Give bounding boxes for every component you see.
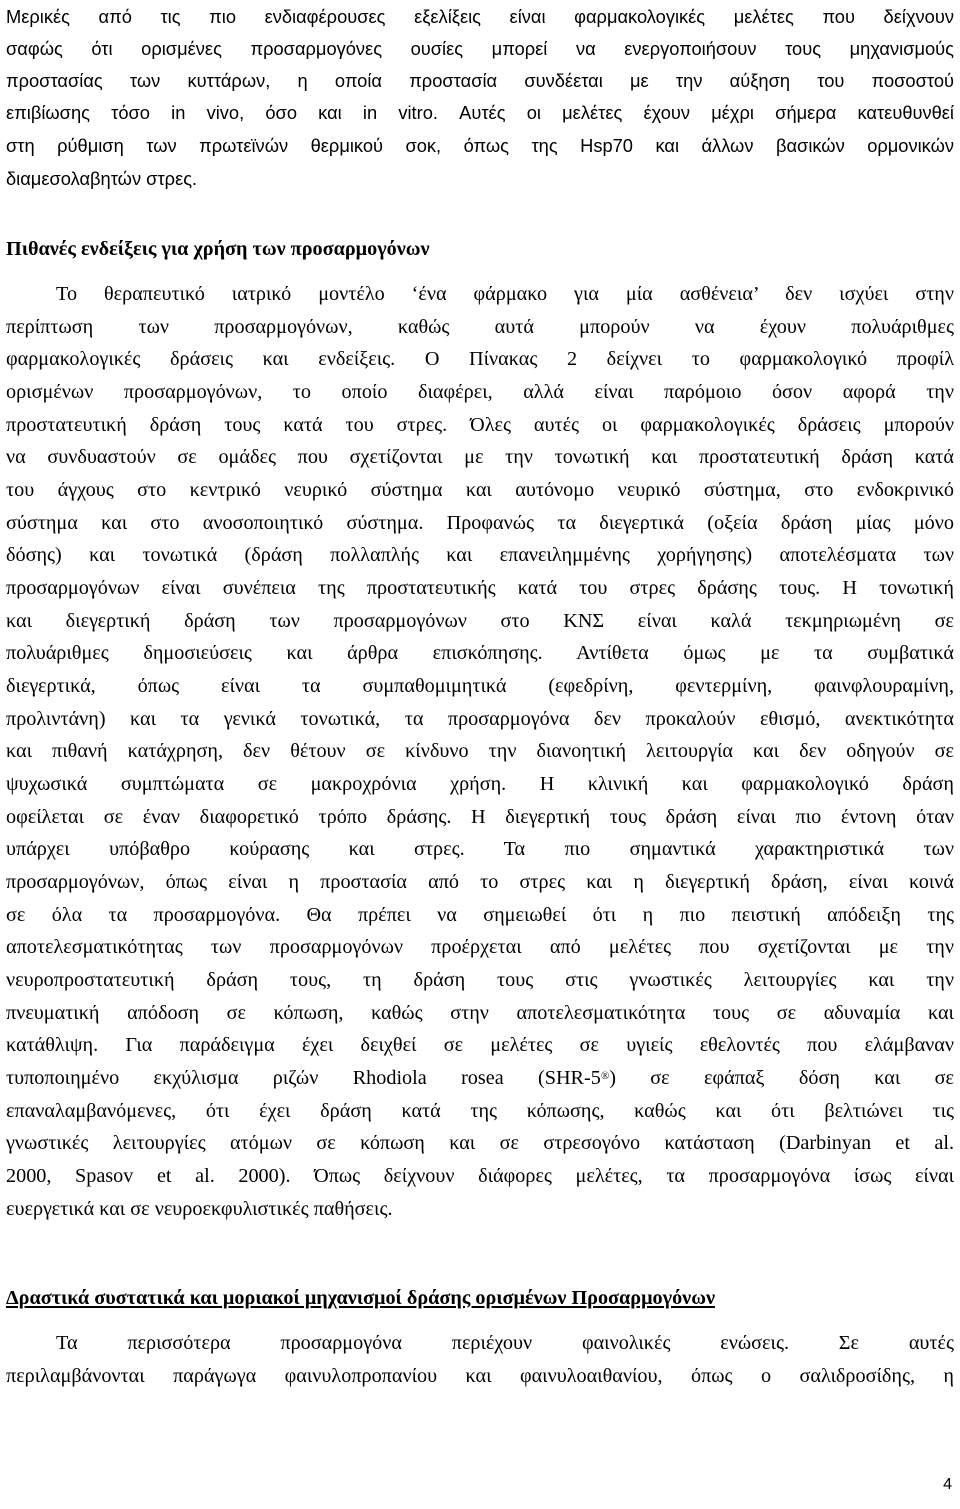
body-line: νευροπροστατευτική δράση τους, τη δράση τους στις γνωστικές λειτουργίες και την [6,969,954,991]
body-line: κατάθλιψη. Για παράδειγμα έχει δειχθεί σε μελέτες σε υγιείς εθελοντές που ελάμβαναν [6,1034,954,1056]
intro-line-2: σαφώς ότι ορισμένες προσαρμογόνες ουσίες μπορεί να ενεργοποιήσουν τους μηχανισμούς [6,38,954,59]
body-line: φαρμακολογικές δράσεις και ενδείξεις. Ο Πίνακας 2 δείχνει το φαρμακολογικό προφίλ [6,348,954,370]
body-line: περιλαμβάνονται παράγωγα φαινυλοπροπανίου και φαινυλοαιθανίου, όπως ο σαλιδροσίδης, η [6,1365,954,1387]
body-line: πνευματική απόδοση σε κόπωση, καθώς στην αποτελεσματικότητα τους σε αδυναμία και [6,1002,954,1024]
body-line: Το θεραπευτικό ιατρικό μοντέλο ‘ένα φάρμακο για μία ασθένεια’ δεν ισχύει στην [56,283,954,305]
body-line: και διεγερτική δράση των προσαρμογόνων στο ΚΝΣ είναι καλά τεκμηριωμένη σε [6,610,954,632]
intro-line-4: επιβίωσης τόσο in vivo, όσο και in vitro. Αυτές οι μελέτες έχουν μέχρι σήμερα κατευθυνθεί [6,102,954,123]
page-number: 4 [943,1476,952,1493]
intro-line-3: προστασίας των κυττάρων, η οποία προστασία συνδέεται με την αύξηση του ποσοστού [6,70,954,91]
body-line-part: τυποποιημένο εκχύλισμα ριζών Rhodiola rosea (SHR-5 [6,1067,601,1089]
body-line: προσαρμογόνων είναι συνέπεια της προστατευτικής κατά του στρες δράσης τους. Η τονωτική [6,577,954,599]
body-line: οφείλεται σε έναν διαφορετικό τρόπο δράσης. Η διεγερτική τους δράση είναι πιο έντονη όταν [6,806,954,828]
body-line: 2000, Spasov et al. 2000). Όπως δείχνουν διάφορες μελέτες, τα προσαρμογόνα ίσως είναι [6,1165,955,1187]
body-line: σε όλα τα προσαρμογόνα. Θα πρέπει να σημειωθεί ότι η πιο πειστική απόδειξη της [6,904,954,926]
body-line: και πιθανή κατάχρηση, δεν θέτουν σε κίνδυνο την διανοητική λειτουργία και δεν οδηγούν σε [6,740,954,762]
body-line: ευεργετικά και σε νευροεκφυλιστικές παθήσεις. [6,1198,393,1220]
body-line: να συνδυαστούν σε ομάδες που σχετίζονται με την τονωτική και προστατευτική δράση κατά [6,446,954,468]
section-heading-indications: Πιθανές ενδείξεις για χρήση των προσαρμογόνων [6,238,430,260]
body-line: σύστημα και στο ανοσοποιητικό σύστημα. Προφανώς τα διεγερτικά (οξεία δράση μίας μόνο [6,512,954,534]
intro-line-5: στη ρύθμιση των πρωτεϊνών θερμικού σοκ, όπως της Hsp70 και άλλων βασικών ορμονικών [6,135,954,156]
section-heading-active-ingredients: Δραστικά συστατικά και μοριακοί μηχανισμοί δράσης ορισμένων Προσαρμογόνων [6,1287,715,1309]
body-line: προσαρμογόνων, όπως είναι η προστασία από το στρες και η διεγερτική δράση, είναι κοινά [6,871,954,893]
body-line: ορισμένων προσαρμογόνων, το οποίο διαφέρει, αλλά είναι παρόμοιο όσον αφορά την [6,381,954,403]
body-line: διεγερτικά, όπως είναι τα συμπαθομιμητικά (εφεδρίνη, φεντερμίνη, φαινφλουραμίνη, [6,675,954,697]
body-line: γνωστικές λειτουργίες ατόμων σε κόπωση και σε στρεσογόνο κατάσταση (Darbinyan et al. [6,1132,954,1154]
body-line: περίπτωση των προσαρμογόνων, καθώς αυτά μπορούν να έχουν πολυάριθμες [6,316,954,338]
body-line-part: ) σε εφάπαξ δόση και σε [609,1067,954,1089]
body-line: προλιντάνη) και τα γενικά τονωτικά, τα προσαρμογόνα δεν προκαλούν εθισμό, ανεκτικότητα [6,708,954,730]
body-line: υπάρχει υπόβαθρο κούρασης και στρες. Τα πιο σημαντικά χαρακτηριστικά των [6,838,954,860]
body-line-with-trademark [6,1065,954,1091]
body-line: Τα περισσότερα προσαρμογόνα περιέχουν φαινολικές ενώσεις. Σε αυτές [56,1332,954,1354]
body-line: επαναλαμβανόμενες, ότι έχει δράση κατά της κόπωσης, καθώς και ότι βελτιώνει τις [6,1100,954,1122]
intro-line-6: διαμεσολαβητών στρες. [6,168,198,189]
body-line: του άγχους στο κεντρικό νευρικό σύστημα και αυτόνομο νευρικό σύστημα, στο ενδοκρινικό [6,479,954,501]
body-line: πολυάριθμες δημοσιεύσεις και άρθρα επισκόπησης. Αντίθετα όμως με τα συμβατικά [6,642,954,664]
body-line: ψυχωσικά συμπτώματα σε μακροχρόνια χρήση. Η κλινική και φαρμακολογικό δράση [6,773,954,795]
registered-mark: ® [600,1070,610,1082]
intro-line-1: Μερικές από τις πιο ενδιαφέρουσες εξελίξεις είναι φαρμακολογικές μελέτες που δείχνουν [6,6,954,27]
body-line: αποτελεσματικότητας των προσαρμογόνων προέρχεται από μελέτες που σχετίζονται με την [6,936,954,958]
body-line: δόσης) και τονωτικά (δράση πολλαπλής και επανειλημμένης χορήγησης) αποτελέσματα των [6,544,954,566]
body-line: προστατευτική δράση τους κατά του στρες. Όλες αυτές οι φαρμακολογικές δράσεις μπορούν [6,414,954,436]
